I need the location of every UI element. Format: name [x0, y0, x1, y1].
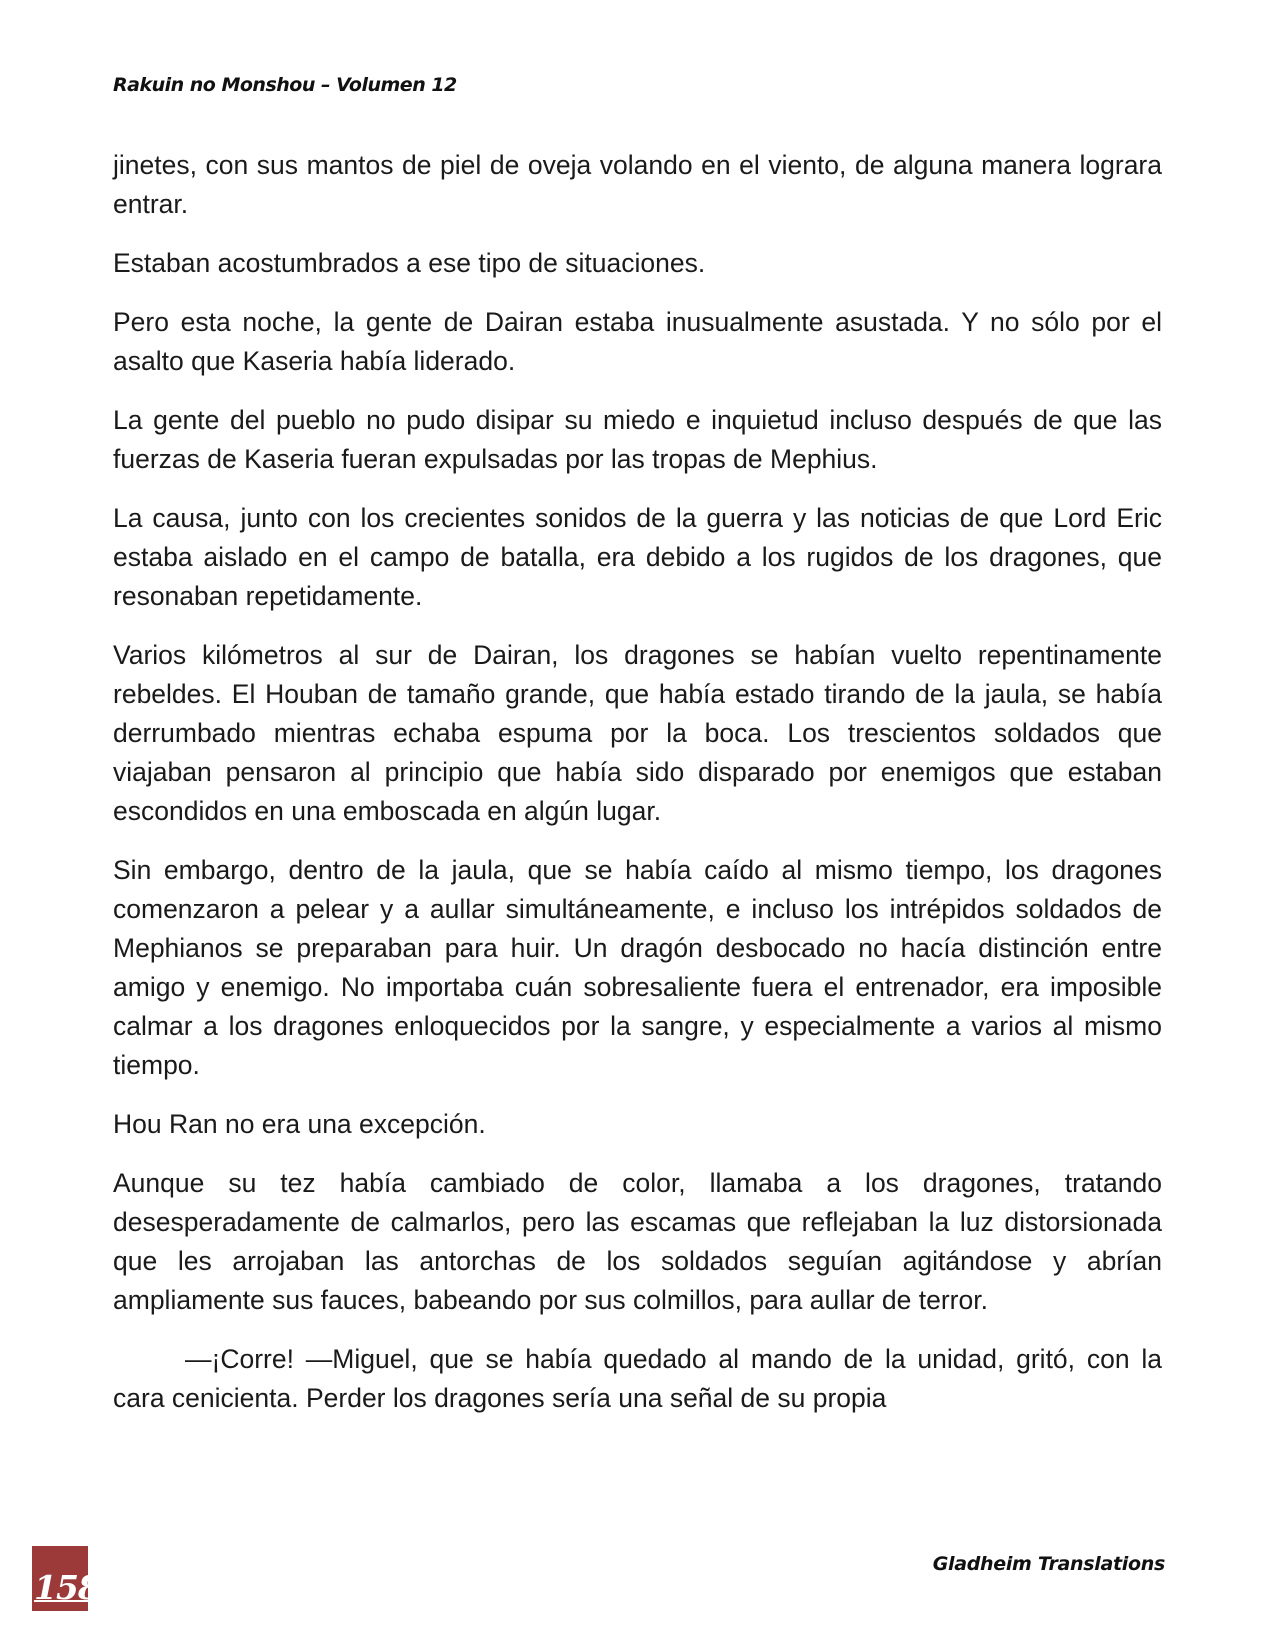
paragraph: La causa, junto con los crecientes sonidos de la guerra y las noticias de que Lord Eric estaba aislado en el campo de batalla, era debido a los rugidos de los dragones, que resonaban repetidamente.: [113, 503, 1162, 611]
paragraph: Hou Ran no era una excepción.: [113, 1109, 486, 1139]
paragraph: Estaban acostumbrados a ese tipo de situaciones.: [113, 248, 706, 278]
page-body: [113, 146, 1162, 1438]
paragraph: Sin embargo, dentro de la jaula, que se había caído al mismo tiempo, los dragones comenzaron a pelear y a aullar simultáneamente, e incluso los intrépidos soldados de Mephianos se preparaban para huir. Un dragón desbocado no hacía distinción entre amigo y enemigo. No importaba cuán sobresaliente fuera el entrenador, era imposible calmar a los dragones enloquecidos por la sangre, y especialmente a varios al mismo tiempo.: [113, 855, 1162, 1080]
paragraph: Aunque su tez había cambiado de color, llamaba a los dragones, tratando desesperadamente de calmarlos, pero las escamas que reflejaban la luz distorsionada que les arrojaban las antorchas de los soldados seguían agitándose y abrían ampliamente sus fauces, babeando por sus colmillos, para aullar de terror.: [113, 1168, 1162, 1315]
paragraph: La gente del pueblo no pudo disipar su miedo e inquietud incluso después de que las fuerzas de Kaseria fueran expulsadas por las tropas de Mephius.: [113, 405, 1162, 474]
paragraph: Pero esta noche, la gente de Dairan estaba inusualmente asustada. Y no sólo por el asalto que Kaseria había liderado.: [113, 307, 1162, 376]
page-number: 158: [34, 1568, 100, 1607]
paragraph-dialogue: —¡Corre! —Miguel, que se había quedado al mando de la unidad, gritó, con la cara cenicienta. Perder los dragones sería una señal de su propia: [113, 1344, 1162, 1413]
paragraph: Varios kilómetros al sur de Dairan, los dragones se habían vuelto repentinamente rebeldes. El Houban de tamaño grande, que había estado tirando de la jaula, se había derrumbado mientras echaba espuma por la boca. Los trescientos soldados que viajaban pensaron al principio que había sido disparado por enemigos que estaban escondidos en una emboscada en algún lugar.: [113, 640, 1162, 826]
paragraph: jinetes, con sus mantos de piel de oveja volando en el viento, de alguna manera lograra entrar.: [113, 150, 1162, 219]
running-header: Rakuin no Monshou – Volumen 12: [113, 74, 457, 96]
translator-credit: Gladheim Translations: [932, 1553, 1165, 1575]
